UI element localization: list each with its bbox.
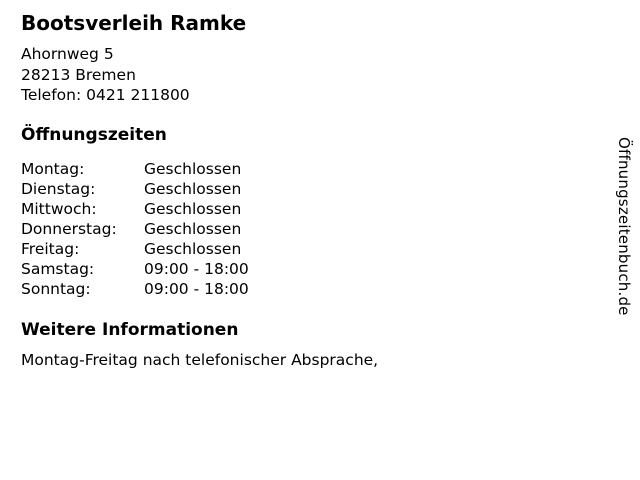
address-city: 28213 Bremen [21,65,136,84]
hours-value: Geschlossen [144,199,242,218]
hours-day-label: Mittwoch: [21,199,97,218]
hours-row-friday [21,239,600,259]
hours-table [21,159,600,299]
hours-row-tuesday [21,179,600,199]
hours-value: Geschlossen [144,179,242,198]
hours-row-saturday [21,259,600,279]
hours-value: Geschlossen [144,159,242,178]
phone-line: Telefon: 0421 211800 [21,86,190,104]
hours-day-label: Montag: [21,159,85,178]
page-title: Bootsverleih Ramke [21,11,247,35]
hours-heading: Öffnungszeiten [21,124,167,145]
hours-row-wednesday [21,199,600,219]
hours-day-label: Freitag: [21,239,80,258]
hours-value: 09:00 - 18:00 [144,279,249,298]
hours-value: 09:00 - 18:00 [144,259,249,278]
hours-value: Geschlossen [144,219,242,238]
hours-day-label: Donnerstag: [21,219,117,238]
hours-row-thursday [21,219,600,239]
address-block [21,44,600,106]
hours-day-label: Dienstag: [21,179,96,198]
hours-value: Geschlossen [144,239,242,258]
hours-day-label: Samstag: [21,259,95,278]
info-heading: Weitere Informationen [21,319,239,340]
hours-row-sunday [21,279,600,299]
info-text: Montag-Freitag nach telefonischer Absprache, [21,350,379,369]
address-street: Ahornweg 5 [21,45,114,63]
hours-day-label: Sonntag: [21,279,91,298]
hours-row-monday [21,159,600,179]
watermark-vertical-text: Öffnungszeitenbuch.de [615,137,633,316]
